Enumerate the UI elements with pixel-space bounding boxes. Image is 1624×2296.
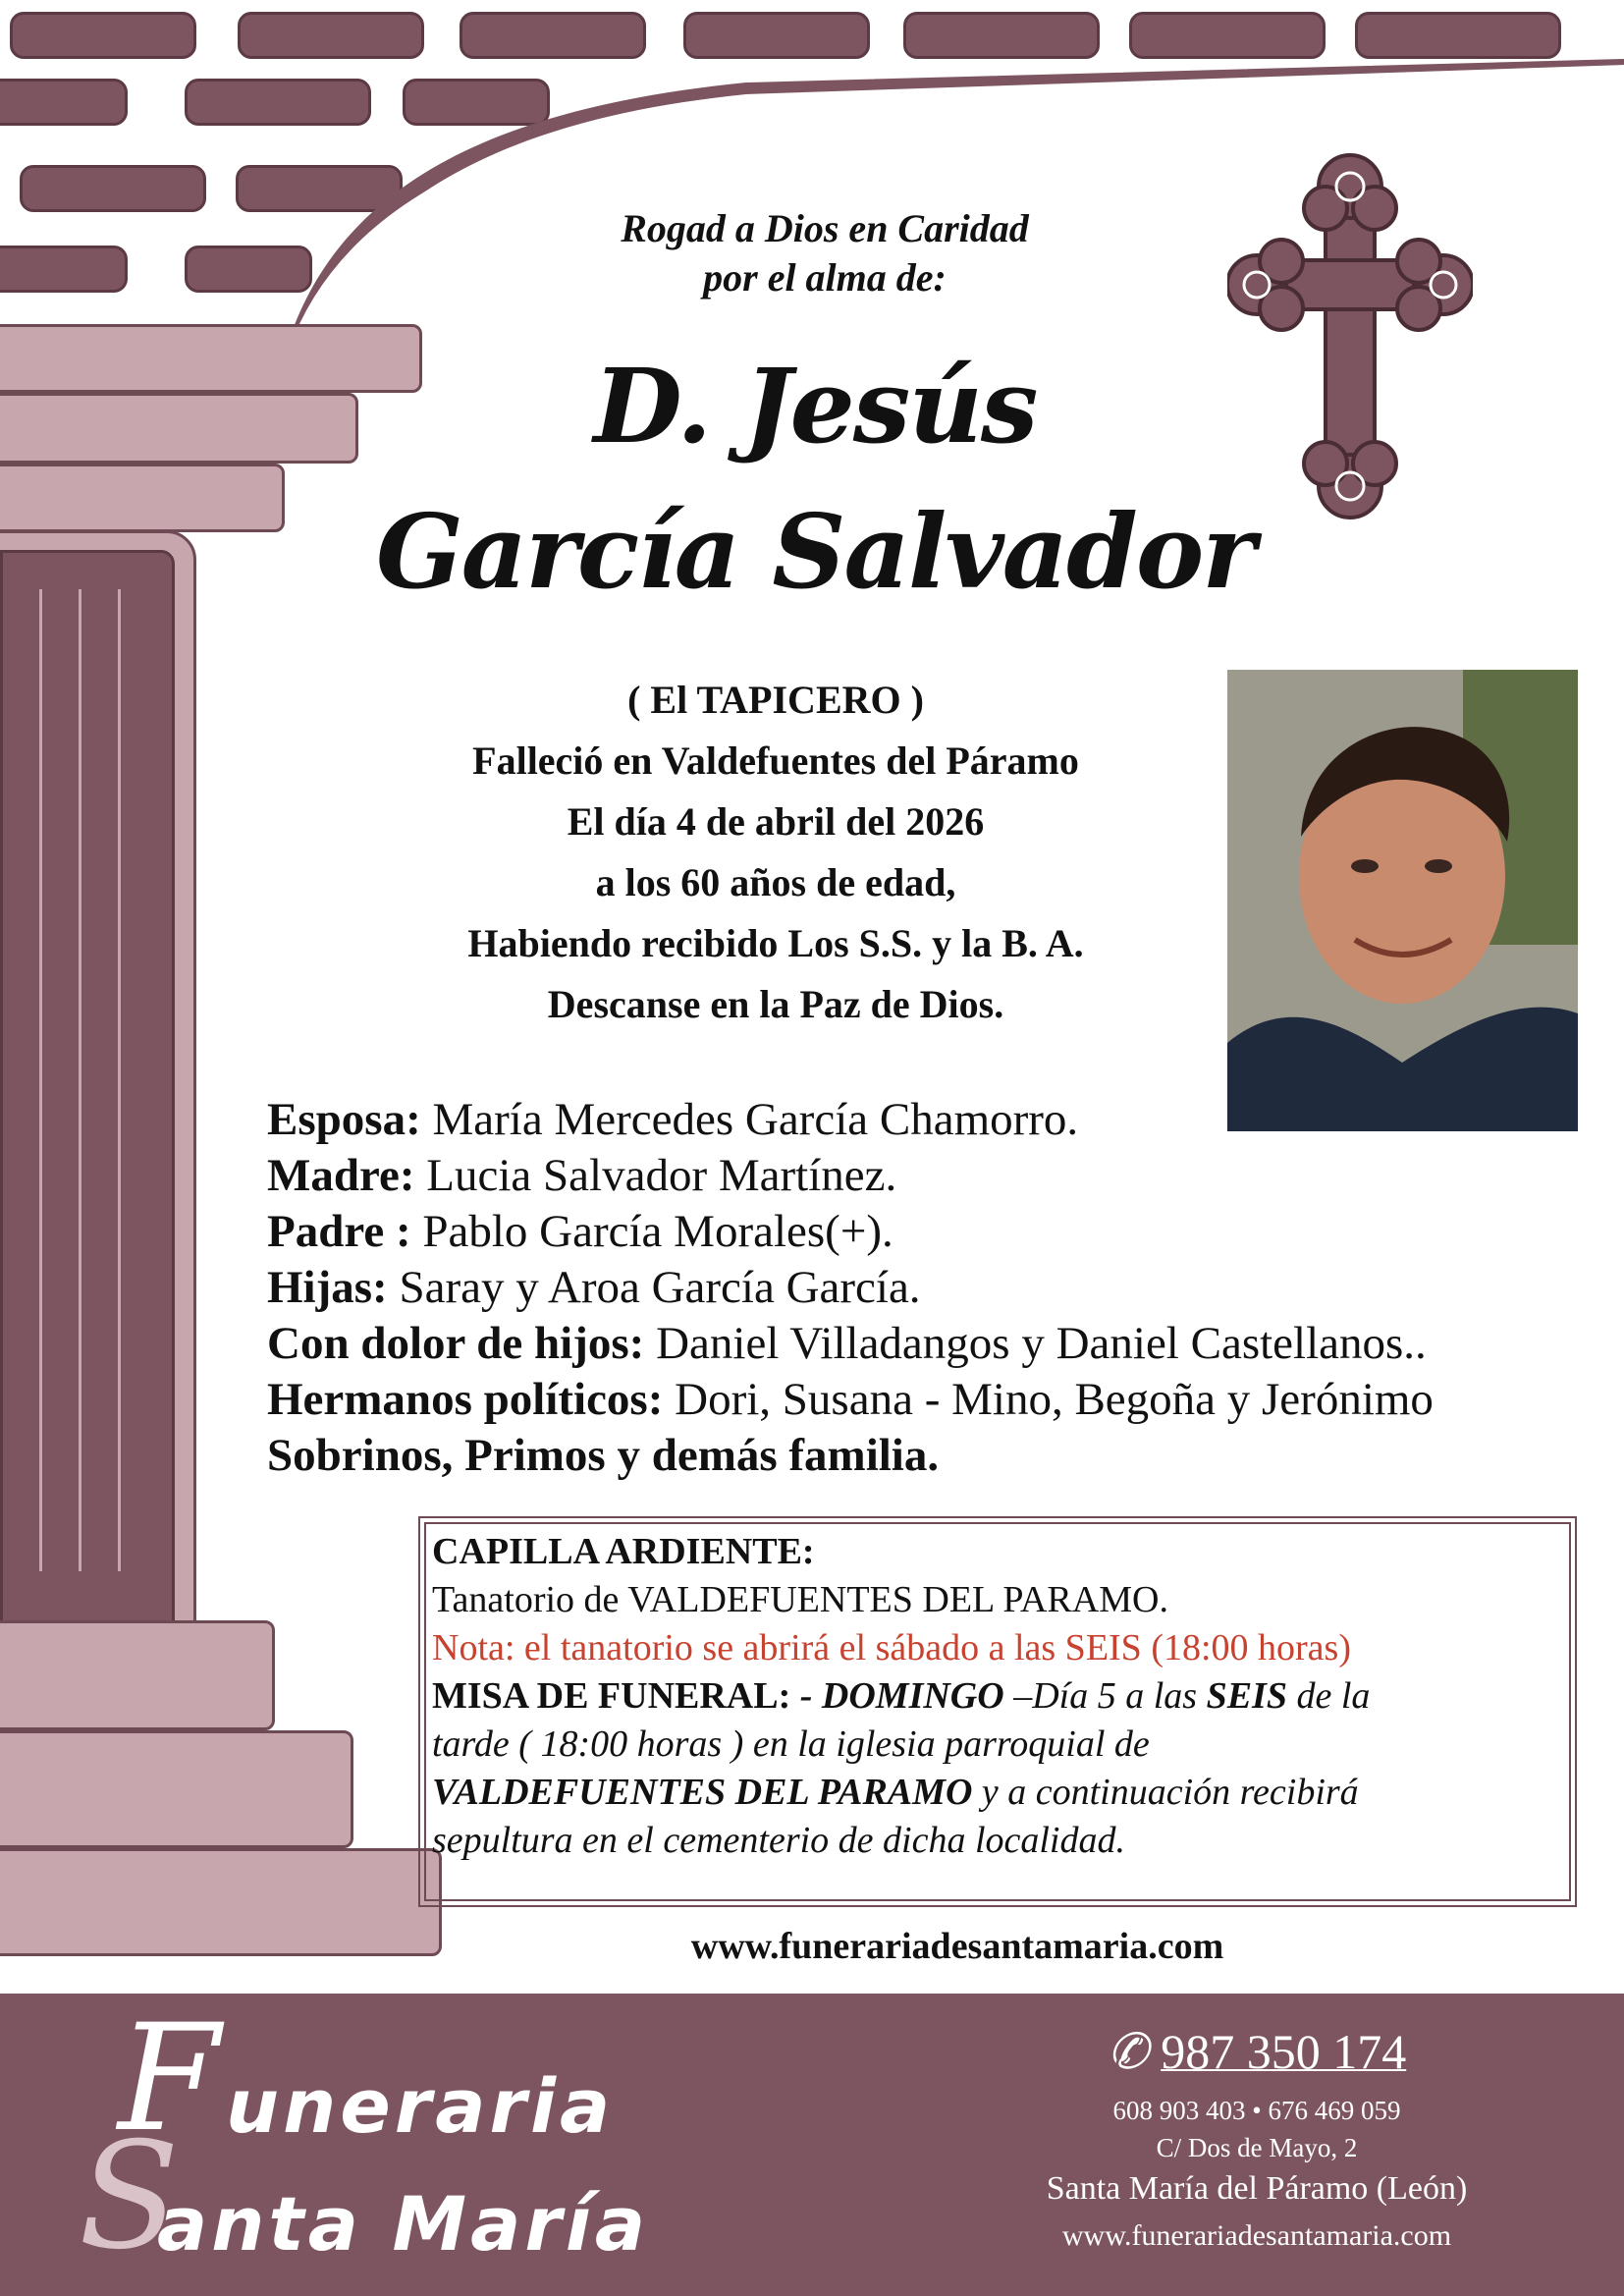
family-item-daughters: Hijas: Saray y Aroa García García. — [267, 1262, 921, 1313]
death-info — [353, 670, 1198, 1035]
nickname: ( El TAPICERO ) — [627, 678, 924, 722]
age: a los 60 años de edad, — [595, 860, 956, 904]
capilla-heading: CAPILLA ARDIENTE: — [432, 1531, 815, 1572]
brand-line1: uneraria — [226, 2062, 615, 2150]
misa-line-3: VALDEFUENTES DEL PARAMO y a continuación recibirá — [432, 1772, 1359, 1813]
family-item-others: Sobrinos, Primos y demás familia. — [267, 1430, 940, 1481]
brand-line2: anta María — [157, 2180, 650, 2268]
rest-in-peace: Descanse en la Paz de Dios. — [547, 982, 1004, 1026]
family-item-mother: Madre: Lucia Salvador Martínez. — [267, 1150, 897, 1201]
misa-line: MISA DE FUNERAL: - DOMINGO –Día 5 a las SEIS de la — [432, 1675, 1371, 1717]
capilla-note: Nota: el tanatorio se abrirá el sábado a las SEIS (18:00 horas) — [432, 1627, 1351, 1668]
intro-text — [550, 204, 1100, 302]
deceased-name-line1: D. Jesús — [593, 346, 1037, 466]
phone-icon: ✆ — [1107, 2024, 1149, 2079]
deceased-name-line2: García Salvador — [375, 491, 1255, 612]
death-date: El día 4 de abril del 2026 — [567, 799, 985, 844]
cross-icon — [1227, 147, 1473, 530]
footer-website[interactable]: www.funerariadesantamaria.com — [1061, 2219, 1452, 2252]
brand-initial-1: F — [118, 1994, 221, 2164]
secondary-phones: 608 903 403 • 676 469 059 — [1112, 2096, 1401, 2125]
brand-initial-2: S — [79, 2111, 180, 2282]
misa-line-4: sepultura en el cementerio de dicha localidad. — [432, 1820, 1125, 1861]
family-item-spouse: Esposa: María Mercedes García Chamorro. — [267, 1094, 1079, 1145]
family-item-father: Padre : Pablo García Morales(+). — [267, 1206, 893, 1257]
brand-logo — [79, 1994, 668, 2288]
family-item-in-laws: Hermanos políticos: Dori, Susana - Mino, Begoña y Jerónimo — [267, 1374, 1434, 1425]
town: Santa María del Páramo (León) — [1046, 2170, 1468, 2207]
website-link[interactable]: www.funerariadesantamaria.com — [690, 1926, 1224, 1967]
portrait-photo — [1227, 670, 1578, 1131]
main-phone: ✆ 987 350 174 — [1107, 2024, 1407, 2079]
misa-line-2: tarde ( 18:00 horas ) en la iglesia parroquial de — [432, 1723, 1150, 1765]
address: C/ Dos de Mayo, 2 — [1156, 2133, 1358, 2162]
sacraments: Habiendo recibido Los S.S. y la B. A. — [467, 921, 1084, 965]
intro-line1: Rogad a Dios en Caridad — [621, 206, 1029, 250]
family-list — [267, 1092, 1563, 1484]
intro-line2: por el alma de: — [703, 255, 947, 300]
capilla-box — [424, 1522, 1571, 1901]
capilla-location: Tanatorio de VALDEFUENTES DEL PARAMO. — [432, 1579, 1168, 1620]
family-item-sons-in-law: Con dolor de hijos: Daniel Villadangos y Daniel Castellanos.. — [267, 1318, 1427, 1369]
death-place: Falleció en Valdefuentes del Páramo — [472, 738, 1079, 783]
